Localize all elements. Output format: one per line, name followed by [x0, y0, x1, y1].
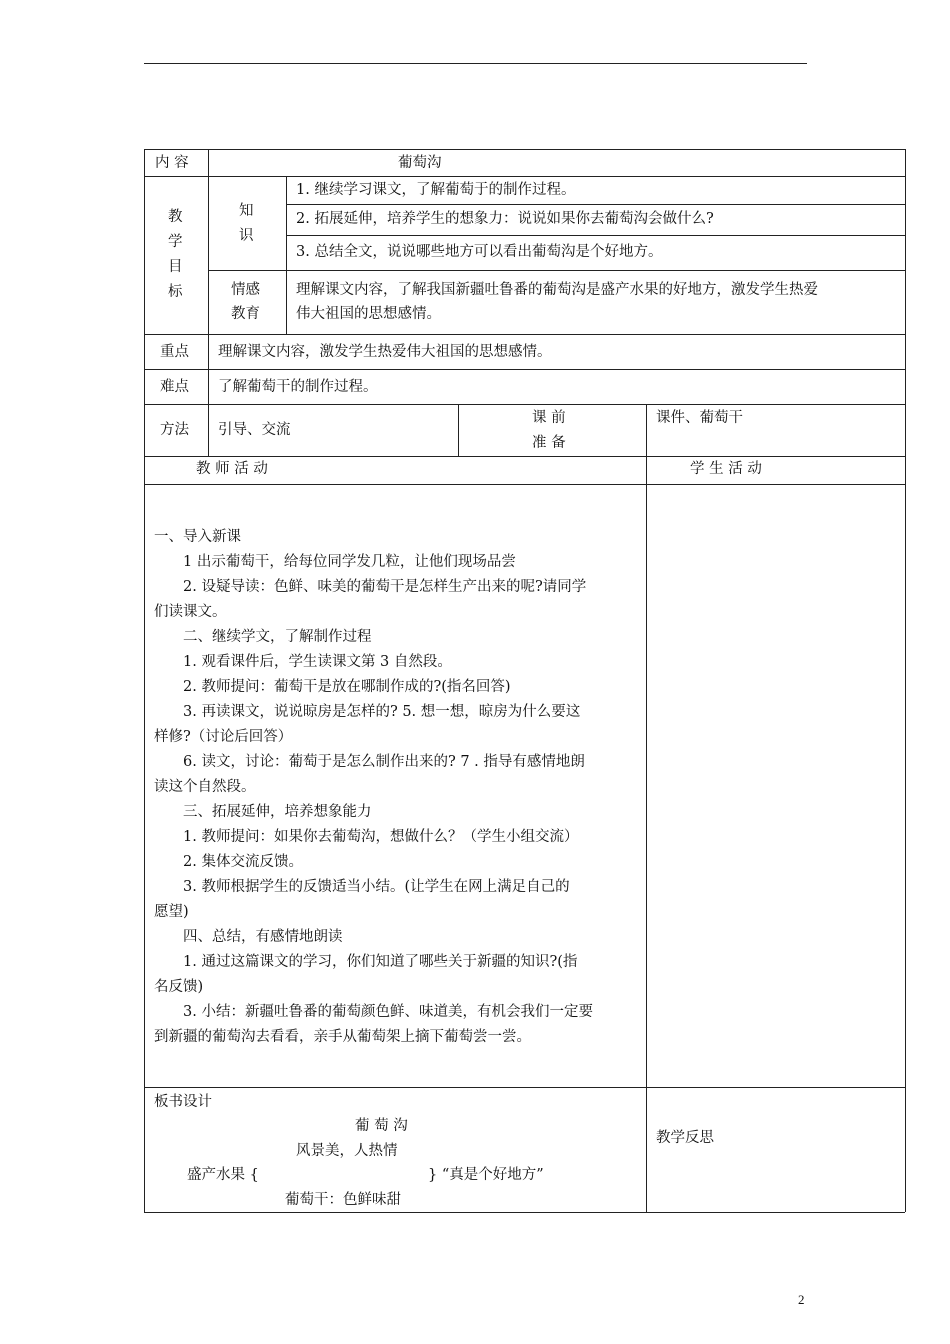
method-text: 引导、交流 — [218, 422, 291, 438]
table-line — [144, 334, 905, 335]
teacher-line: 愿望) — [154, 904, 189, 920]
table-line — [905, 149, 906, 1212]
teacher-line: 四、总结，有感情地朗读 — [154, 929, 343, 945]
teacher-line: 二、继续学文，了解制作过程 — [154, 629, 372, 645]
teacher-line: 2. 设疑导读：色鲜、味美的葡萄干是怎样生产出来的呢?请同学 — [154, 579, 587, 595]
teacher-line: 3. 小结：新疆吐鲁番的葡萄颜色鲜、味道美，有机会我们一定要 — [154, 1004, 593, 1020]
knowledge-label-1: 知 — [239, 203, 254, 219]
difficulty-label: 难点 — [160, 379, 189, 395]
teacher-line: 2. 集体交流反馈。 — [154, 854, 303, 870]
teacher-line: 名反馈) — [154, 979, 204, 995]
knowledge-label-2: 识 — [239, 228, 254, 244]
teacher-line: 3. 教师根据学生的反馈适当小结。(让学生在网上满足自己的 — [154, 879, 570, 895]
teacher-line: 1. 通过这篇课文的学习，你们知道了哪些关于新疆的知识?(指 — [154, 954, 578, 970]
content-label: 内 容 — [155, 155, 189, 171]
emotion-label-1: 情感 — [231, 282, 260, 298]
table-line — [144, 404, 905, 405]
teaching-reflection-label: 教学反思 — [656, 1130, 714, 1146]
emotion-text-1: 理解课文内容，了解我国新疆吐鲁番的葡萄沟是盛产水果的好地方，激发学生热爱 — [296, 282, 818, 298]
teacher-activity-header: 教 师 活 动 — [196, 461, 268, 477]
teacher-line: 一、导入新课 — [154, 529, 241, 545]
table-line — [144, 369, 905, 370]
teacher-line: 们读课文。 — [154, 604, 227, 620]
page-number: 2 — [798, 1292, 805, 1307]
teacher-line: 3. 再读课文，说说晾房是怎样的? 5. 想一想，晾房为什么要这 — [154, 704, 581, 720]
board-right: } “真是个好地方” — [428, 1167, 544, 1183]
teacher-line: 到新疆的葡萄沟去看看，亲手从葡萄架上摘下葡萄尝一尝。 — [154, 1029, 531, 1045]
prep-text: 课件、葡萄干 — [656, 410, 743, 426]
method-label: 方法 — [160, 422, 189, 438]
table-line — [144, 1087, 905, 1088]
teacher-line: 1. 观看课件后，学生读课文第 3 自然段。 — [154, 654, 452, 670]
key-point-label: 重点 — [160, 344, 189, 360]
knowledge-item-2: 2. 拓展延伸，培养学生的想象力：说说如果你去葡萄沟会做什么? — [296, 211, 714, 227]
table-line — [286, 176, 287, 334]
board-left: 盛产水果 { — [187, 1167, 259, 1183]
table-line — [286, 235, 905, 236]
board-title: 葡 萄 沟 — [355, 1118, 408, 1134]
teacher-line: 读这个自然段。 — [154, 779, 256, 795]
table-line — [144, 484, 905, 485]
emotion-label-2: 教育 — [231, 306, 260, 322]
student-activity-header: 学 生 活 动 — [690, 461, 762, 477]
goals-label-3: 目 — [168, 259, 183, 275]
table-line — [144, 1212, 905, 1213]
teacher-line: 1. 教师提问：如果你去葡萄沟，想做什么？（学生小组交流） — [154, 829, 579, 845]
difficulty-text: 了解葡萄干的制作过程。 — [218, 379, 378, 395]
teacher-line: 1 出示葡萄干，给每位同学发几粒，让他们现场品尝 — [154, 554, 516, 570]
prep-label-1: 课 前 — [532, 410, 566, 426]
teacher-line: 2. 教师提问：葡萄干是放在哪制作成的?(指名回答) — [154, 679, 511, 695]
table-line — [646, 404, 647, 1212]
board-line-3: 葡萄干：色鲜味甜 — [285, 1192, 401, 1208]
lesson-title: 葡萄沟 — [398, 155, 442, 171]
teacher-activity-body — [154, 525, 642, 1050]
table-line — [144, 149, 905, 150]
goals-label-4: 标 — [168, 284, 183, 300]
knowledge-item-1: 1. 继续学习课文，了解葡萄于的制作过程。 — [296, 182, 576, 198]
prep-label-2: 准 备 — [532, 435, 566, 451]
board-design-label: 板书设计 — [154, 1094, 212, 1110]
table-line — [144, 456, 905, 457]
table-line — [458, 404, 459, 456]
knowledge-item-3: 3. 总结全文，说说哪些地方可以看出葡萄沟是个好地方。 — [296, 244, 663, 260]
goals-label-1: 教 — [168, 209, 183, 225]
table-line — [208, 270, 905, 271]
teacher-line: 6. 读文，讨论：葡萄于是怎么制作出来的? 7 . 指导有感情地朗 — [154, 754, 585, 770]
teacher-line: 样修?（讨论后回答） — [154, 729, 293, 745]
table-line — [144, 149, 145, 1212]
goals-label-2: 学 — [168, 234, 183, 250]
board-line-1: 风景美，人热情 — [296, 1143, 398, 1159]
table-line — [144, 176, 905, 177]
key-point-text: 理解课文内容，激发学生热爱伟大祖国的思想感情。 — [218, 344, 552, 360]
teacher-line: 三、拓展延伸，培养想象能力 — [154, 804, 372, 820]
emotion-text-2: 伟大祖国的思想感情。 — [296, 306, 441, 322]
table-line — [286, 204, 905, 205]
table-line — [208, 149, 209, 456]
